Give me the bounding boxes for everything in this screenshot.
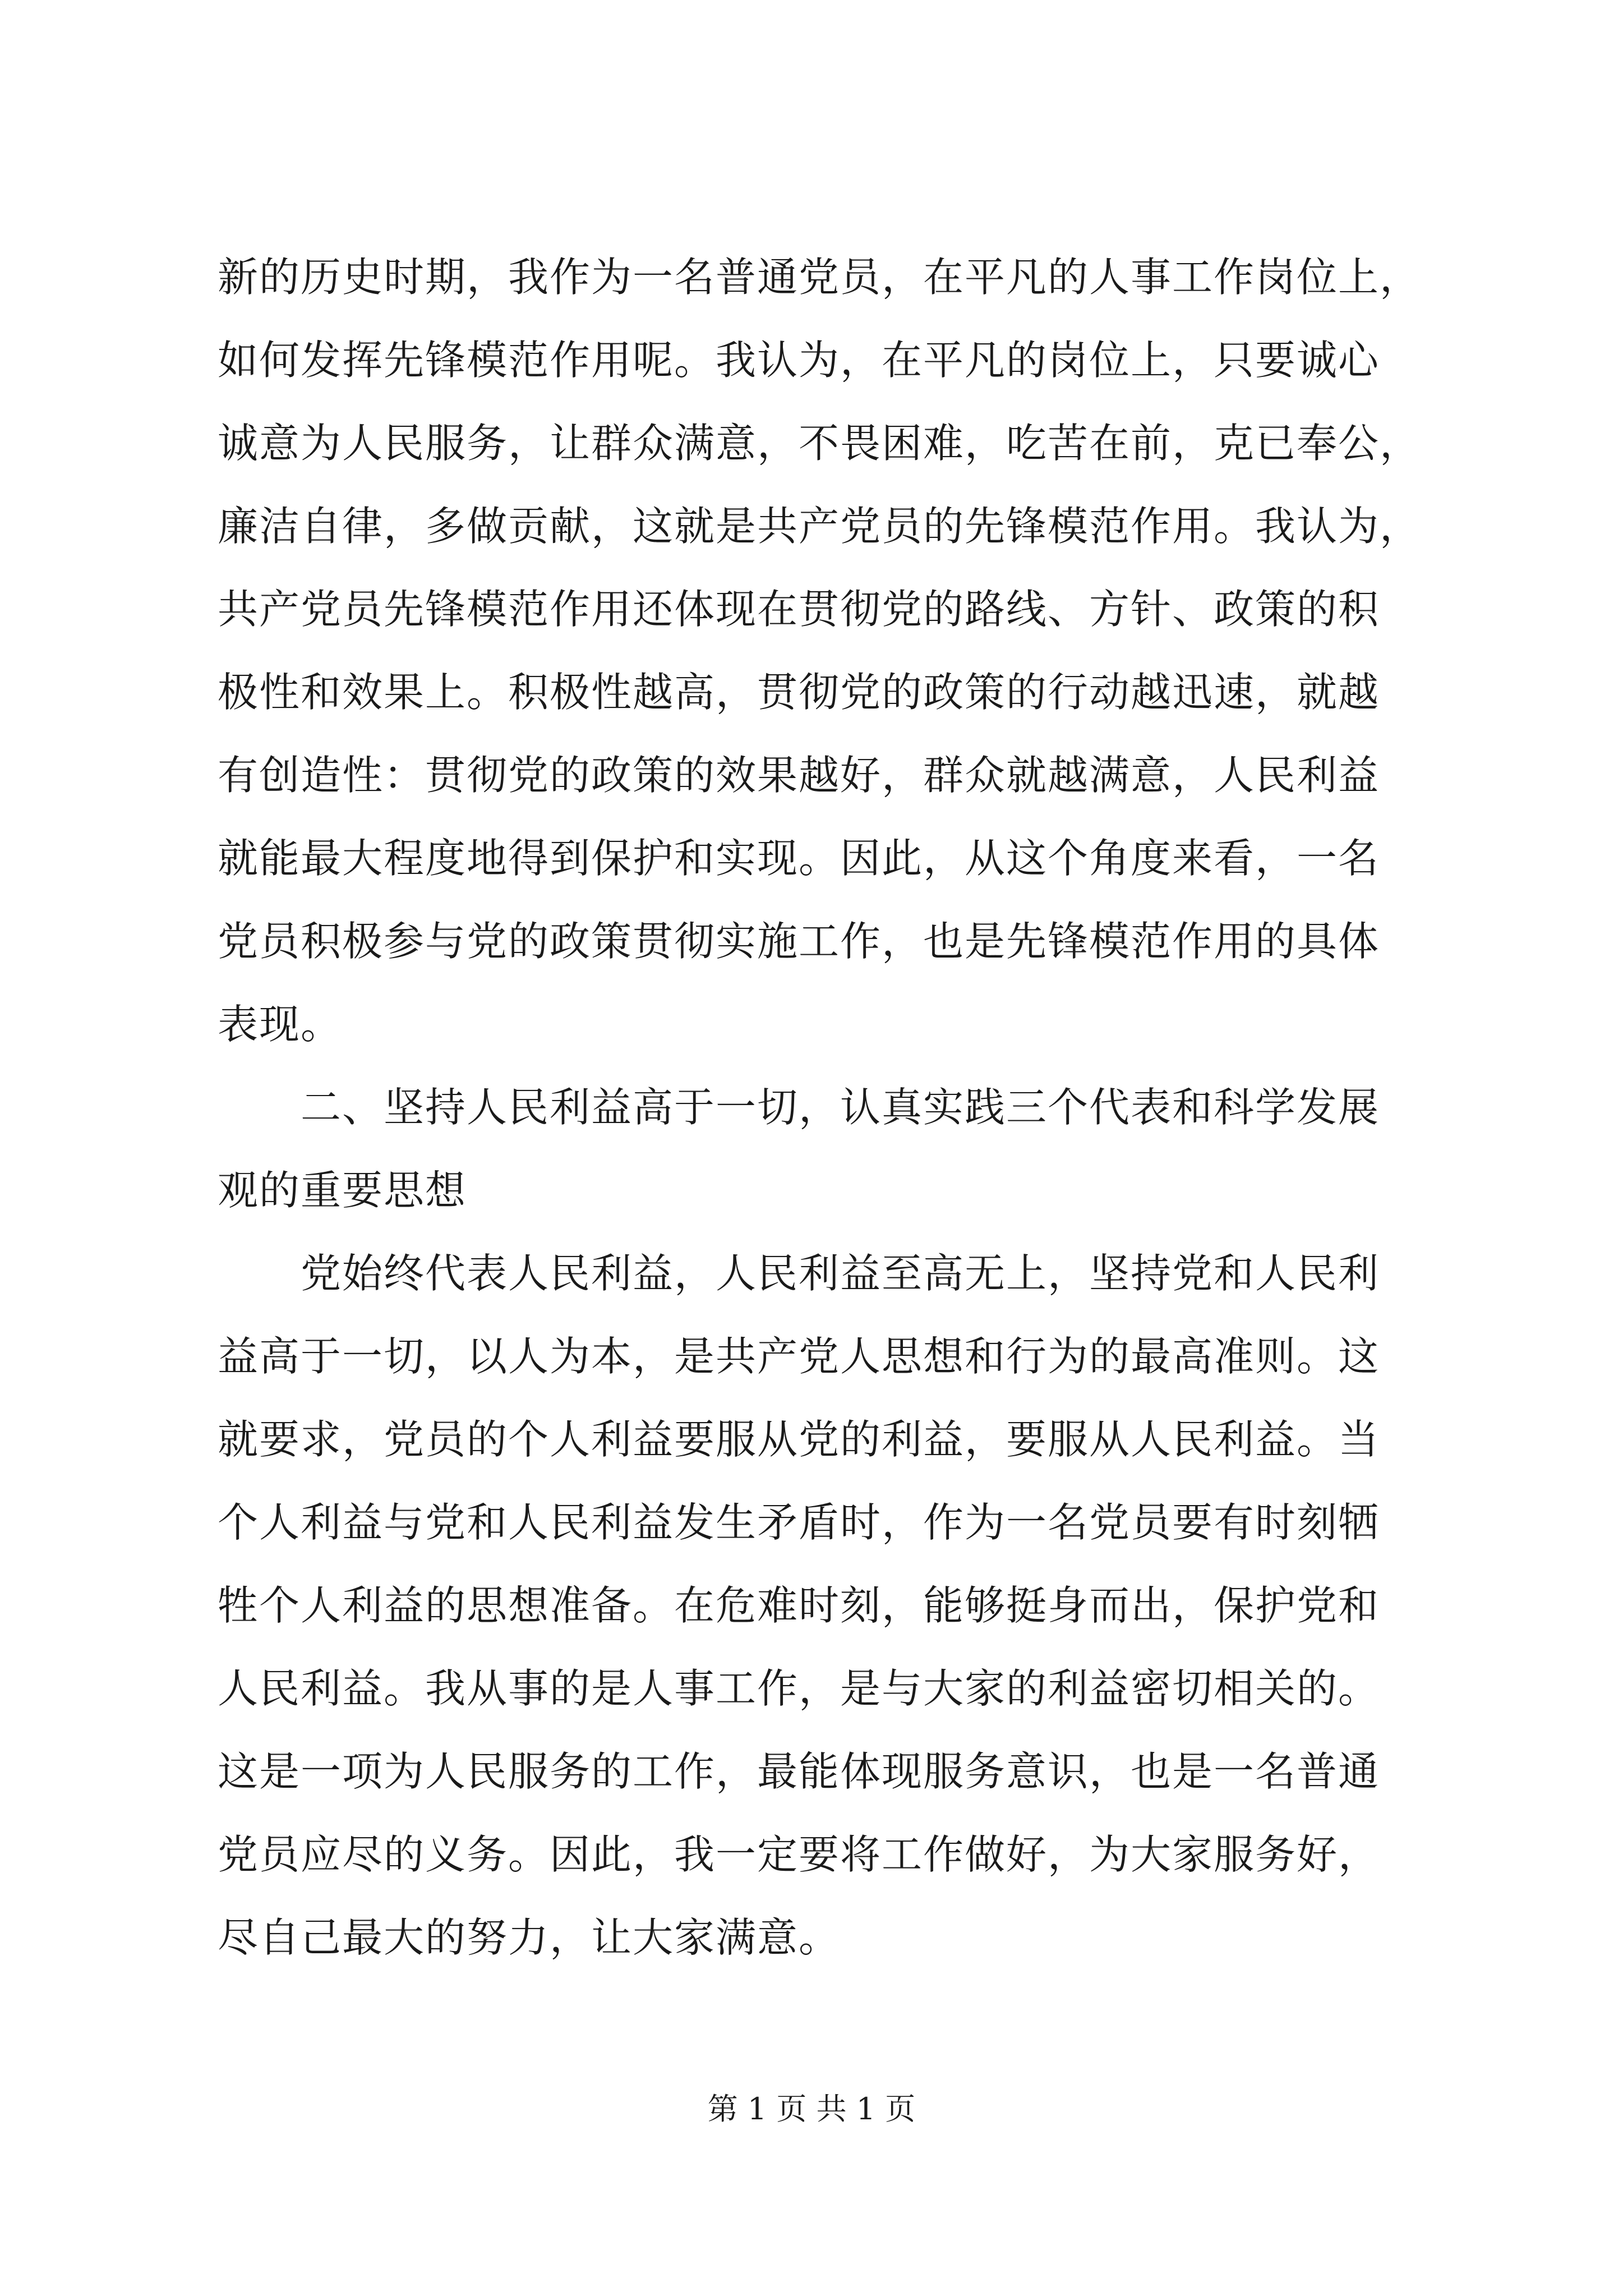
text-line: 廉洁自律，多做贡献，这就是共产党员的先锋模范作用。我认为， bbox=[218, 503, 1422, 550]
text-line: 党员积极参与党的政策贯彻实施工作，也是先锋模范作用的具体 bbox=[218, 918, 1380, 965]
text-line: 党员应尽的义务。因此，我一定要将工作做好，为大家服务好， bbox=[218, 1831, 1380, 1878]
text-line: 如何发挥先锋模范作用呢。我认为，在平凡的岗位上，只要诚心 bbox=[218, 337, 1380, 384]
text-line: 益高于一切，以人为本，是共产党人思想和行为的最高准则。这 bbox=[218, 1333, 1380, 1380]
text-line: 尽自己最大的努力，让大家满意。 bbox=[218, 1914, 841, 1961]
text-line: 二、坚持人民利益高于一切，认真实践三个代表和科学发展 bbox=[301, 1084, 1380, 1131]
text-line: 观的重要思想 bbox=[218, 1167, 467, 1214]
text-line: 新的历史时期，我作为一名普通党员，在平凡的人事工作岗位上， bbox=[218, 254, 1422, 301]
text-line: 就能最大程度地得到保护和实现。因此，从这个角度来看，一名 bbox=[218, 835, 1380, 882]
text-line: 有创造性：贯彻党的政策的效果越好，群众就越满意，人民利益 bbox=[218, 752, 1380, 799]
text-line: 这是一项为人民服务的工作，最能体现服务意识，也是一名普通 bbox=[218, 1748, 1380, 1795]
text-line: 诚意为人民服务，让群众满意，不畏困难，吃苦在前，克已奉公， bbox=[218, 420, 1422, 467]
text-line: 极性和效果上。积极性越高，贯彻党的政策的行动越迅速，就越 bbox=[218, 669, 1380, 716]
text-line: 就要求，党员的个人利益要服从党的利益，要服从人民利益。当 bbox=[218, 1416, 1380, 1463]
text-line: 人民利益。我从事的是人事工作，是与大家的利益密切相关的。 bbox=[218, 1665, 1380, 1712]
text-line: 个人利益与党和人民利益发生矛盾时，作为一名党员要有时刻牺 bbox=[218, 1499, 1380, 1546]
text-line: 表现。 bbox=[218, 1001, 343, 1048]
page-footer: 第 1 页 共 1 页 bbox=[707, 2091, 916, 2127]
document-body bbox=[218, 236, 1446, 1979]
text-line: 牲个人利益的思想准备。在危难时刻，能够挺身而出，保护党和 bbox=[218, 1582, 1380, 1629]
text-line: 共产党员先锋模范作用还体现在贯彻党的路线、方针、政策的积 bbox=[218, 586, 1380, 633]
text-line: 党始终代表人民利益，人民利益至高无上，坚持党和人民利 bbox=[301, 1250, 1380, 1297]
